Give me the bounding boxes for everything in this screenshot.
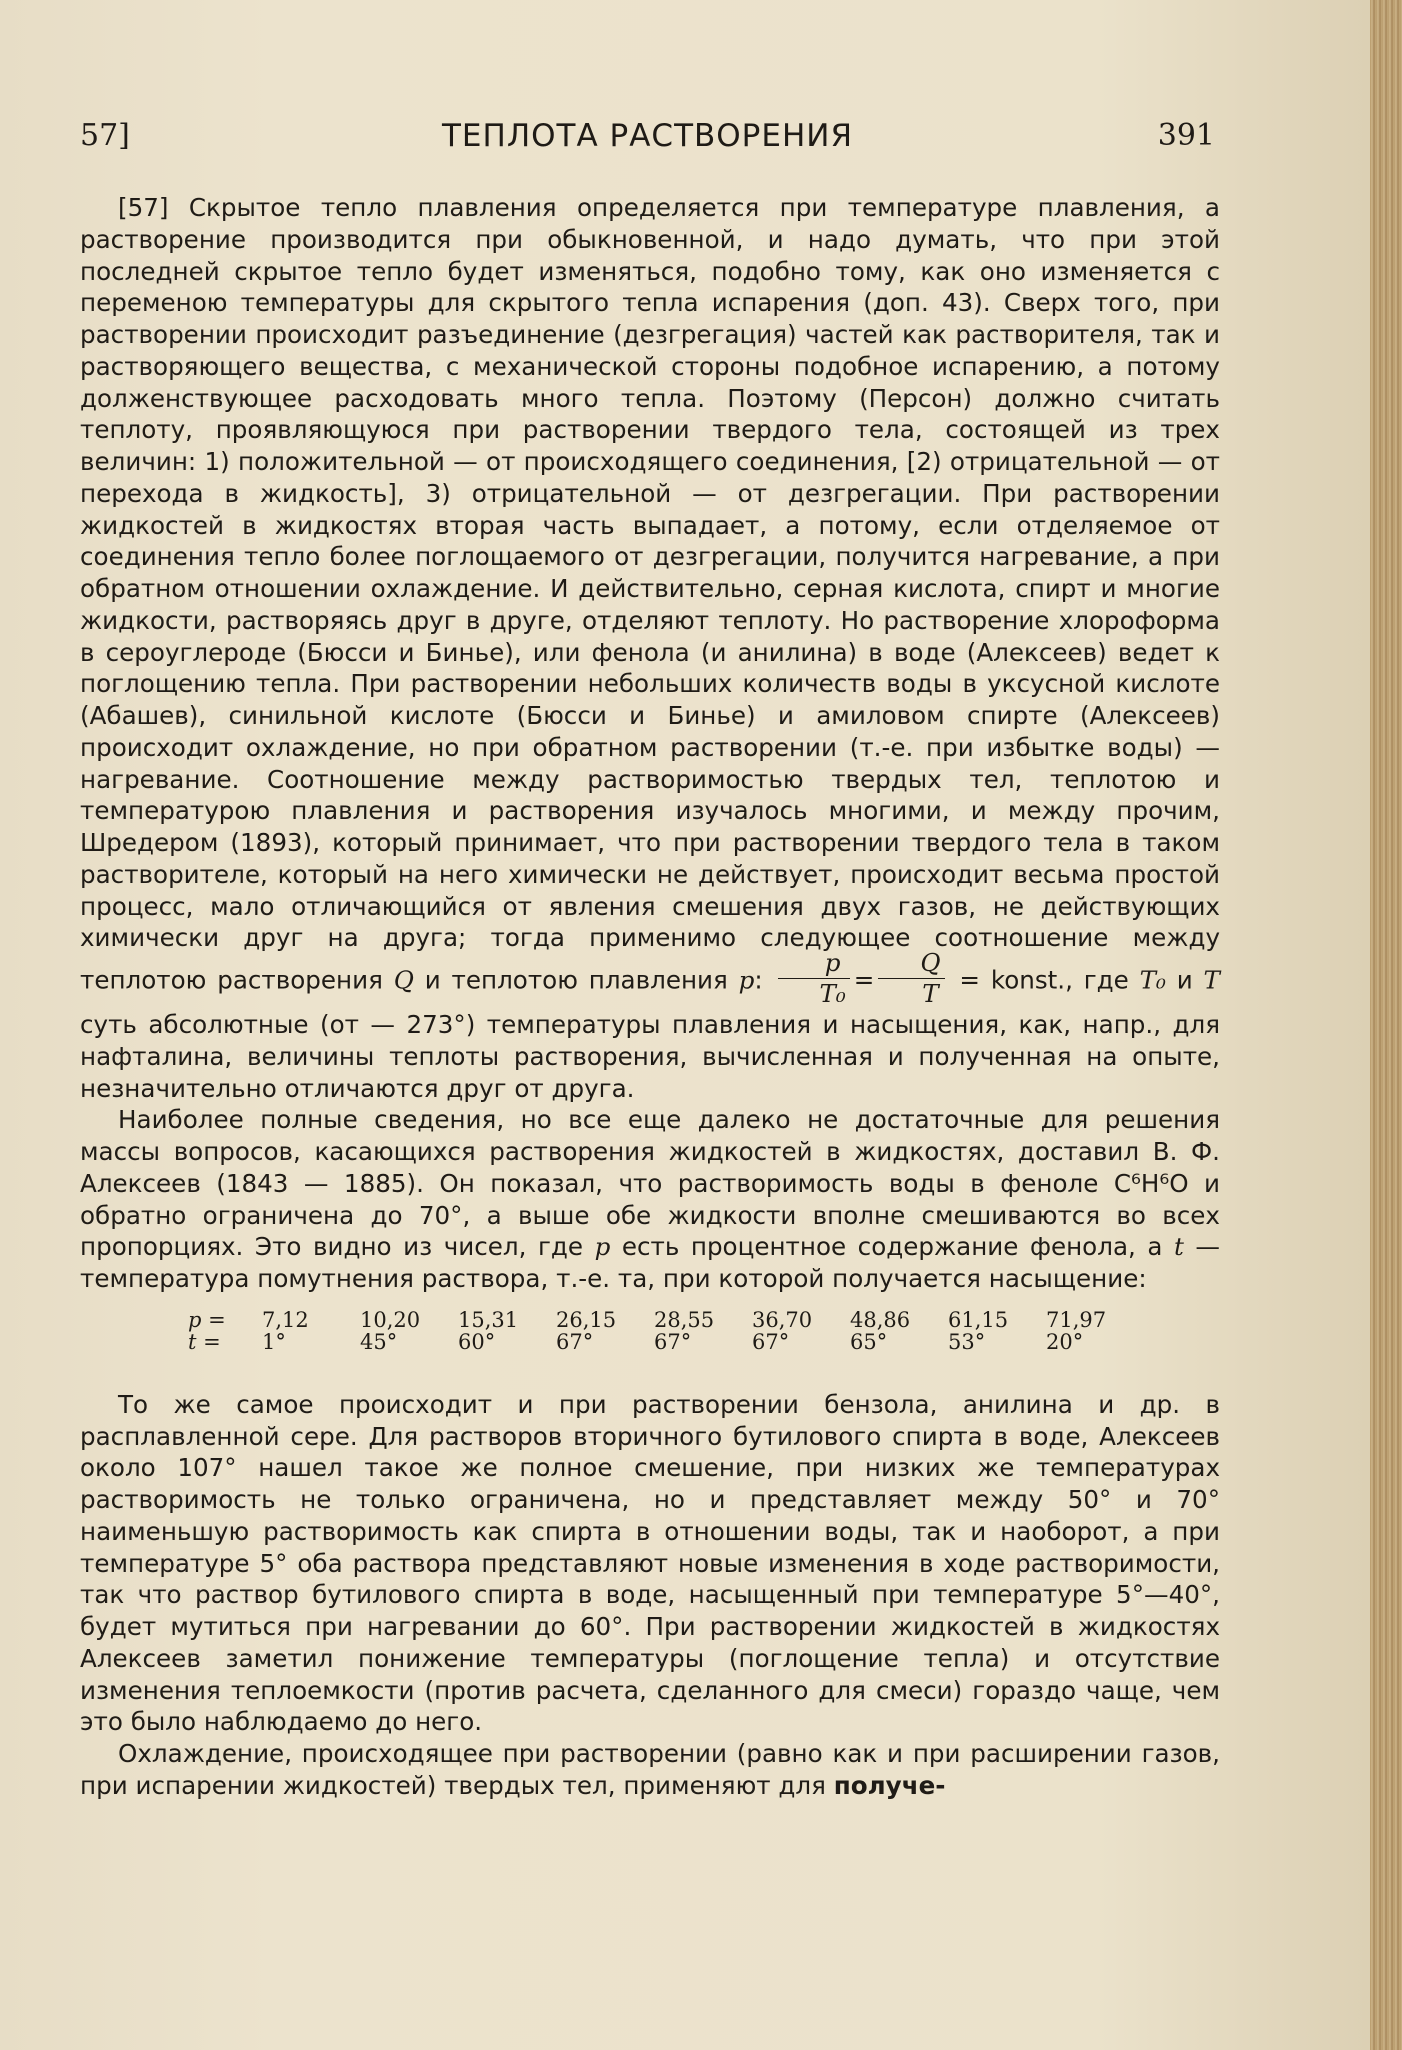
para2-text-b: и обратно ограничена до 70°, а выше обе жидкости вполне смешиваются во всех пропорциях. Это видно из чисел, где xyxy=(80,1168,1220,1262)
symbol-q: Q xyxy=(393,965,414,995)
table-cell: 20° xyxy=(1046,1329,1084,1354)
table-cell: 26,15 xyxy=(556,1307,617,1332)
para1-text-a: [57] Скрытое тепло плавления определяется при температуре плавления, а растворение производится при обыкновенной, и надо думать, что при этой последней скрытое тепло будет изменяться, подобно тому, как оно изменяется с переменою температуры для скрытого тепла испарения (доп. 43). Сверх того, при растворении происходит разъединение (дезгрегация) частей как растворителя, так и растворяющего вещества, с механической стороны подобное испарению, а потому долженствующее расходовать много тепла. Поэтому (Персон) должно считать теплоту, проявляющуюся при растворении твердого тела, состоящей из трех величин: 1) положительной — от происходящего соединения, [2) отрицательной — от перехода в жидкость], 3) отрицательной — от дезгрегации. При растворении жидкостей в жидкостях вторая часть выпадает, а потому, если отделяемое от соединения тепло более поглощаемого от дезгрегации, получится нагревание, а при обратном отношении охлаждение. И действительно, серная кислота, спирт и многие жидкости, растворяясь друг в друге, отделяют теплоту. Но растворение хлороформа в сероуглероде (Бюсси и Бинье), или фенола (и анилина) в воде (Алексеев) ведет к поглощению тепла. При растворении небольших количеств воды в уксусной кислоте (Абашев), синильной кислоте (Бюсси и Бинье) и амиловом спирте (Алексеев) происходит охлаждение, но при обратном растворении (т.-е. при избытке воды) — нагревание. Соотношение между растворимостью твердых тел, теплотою и температурою плавления и растворения изучалось многими, и между прочим, Шредером (1893), который принимает, что при растворении твердого тела в таком растворителе, который на него химически не действует, происходит весьма простой процесс, мало отличающийся от явления смешения двух газов, не действующих химически друг на друга; тогда применимо следующее соотношение между теплотою растворения xyxy=(80,193,1220,995)
page-edge xyxy=(1370,0,1402,2050)
table-cell: 53° xyxy=(948,1329,986,1354)
table-cell: 36,70 xyxy=(752,1307,813,1332)
para2-text-d: — температура помутнения раствора, т.-е. та, при которой получается насыщение: xyxy=(80,1232,1221,1293)
table-cell: 67° xyxy=(654,1329,692,1354)
para1-text-e: суть абсолютные (от — 273°) температуры плавления и насыщения, как, напр., для нафталина, величины теплоты растворения, вычисленная и полученная на опыте, незначительно отличаются друг от друга. xyxy=(80,1010,1220,1103)
table-cell: 67° xyxy=(752,1329,790,1354)
symbol-p: p xyxy=(738,965,755,995)
running-head xyxy=(80,118,1215,164)
alekseev-paragraph xyxy=(80,1104,1220,1295)
page-number: 391 xyxy=(1157,118,1215,153)
row-label-t: t = xyxy=(188,1329,221,1354)
table-cell: 7,12 xyxy=(262,1307,309,1332)
para3-text: То же самое происходит и при растворении бензола, анилина и др. в расплавленной сере. Для растворов вторичного бутилового спирта в воде, Алексеев около 107° нашел такое же полное смешение, при низких же температурах растворимость не только ограничена, но и представляет между 50° и 70° наименьшую растворимость как спирта в отношении воды, так и наоборот, а при температуре 5° оба раствора представляют новые изменения в ходе растворимости, так что раствор бутилового спирта в воде, насыщенный при температуре 5°—40°, будет мутиться при нагревании до 60°. При растворении жидкостей в жидкостях Алексеев заметил понижение температуры (поглощение тепла) и отсутствие изменения теплоемкости (против расчета, сделанного для смеси) гораздо чаще, чем это было наблюдаемо до него. xyxy=(80,1389,1220,1737)
para2-text-a: Наиболее полные сведения, но все еще далеко не достаточные для решения массы вопросов, касающихся растворения жидкостей в жидкостях, доставил В. Ф. Алексеев (1843 — 1885). Он показал, что растворимость воды в феноле xyxy=(80,1105,1220,1198)
footnote-57-paragraph: [57] Скрытое тепло плавления определяется при температуре плавления, а растворение производится при обыкновенной, и надо думать, что при этой последней скрытое тепло будет изменяться, подобно тому, как оно изменяется с переменою температуры для скрытого тепла испарения (доп. 43). Сверх того, при растворении происходит разъединение (дезгрегация) частей как растворителя, так и растворяющего вещества, с механической стороны подобное испарению, а потому долженствующее расходовать много тепла. Поэтому (Персон) должно считать теплоту, проявляющуюся при растворении твердого тела, состоящей из трех величин: 1) положительной — от происходящего соединения, [2) отрицательной — от перехода в жидкость], 3) отрицательной — от дезгрегации. При растворении жидкостей в жидкостях вторая часть выпадает, а потому, если отделяемое от соединения тепло более поглощаемого от дезгрегации, получится нагревание, а при обратном отношении охлаждение. И действительно, серная кислота, спирт и многие жидкости, растворяясь друг в друге, отделяют теплоту. Но растворение хлороформа в сероуглероде (Бюсси и Бинье), или фенола (и анилина) в воде (Алексеев) ведет к поглощению тепла. При растворении небольших количеств воды в уксусной кислоте (Абашев), синильной кислоте (Бюсси и Бинье) и амиловом спирте (Алексеев) происходит охлаждение, но при обратном растворении (т.-е. при избытке воды) — нагревание. Соотношение между растворимостью твердых тел, теплотою и температурою плавления и растворения изучалось многими, и между прочим, Шредером (1893), который принимает, что при растворении твердого тела в таком растворителе, который на него химически не действует, происходит весьма простой процесс, мало отличающийся от явления смешения двух газов, не действующих химически друг на друга; тогда применимо следующее соотношение между теплотою растворения Q и теплотою плавления p: $\frac{p}{\text{T₀}}$ = $\frac{Q}{T}$ = konst., где T₀ и T суть абсолютные (от — 273°) температуры плавления и насыщения, как, напр., для нафталина, величины теплоты растворения, вычисленная и полученная на опыте, незначительно отличаются друг от друга. xyxy=(80,193,1220,1103)
colon: : xyxy=(754,965,763,995)
table-cell: 65° xyxy=(850,1329,888,1354)
phenol-formula: C⁶H⁶O xyxy=(1113,1168,1189,1198)
table-cell: 48,86 xyxy=(850,1307,911,1332)
cooling-paragraph xyxy=(80,1738,1220,1802)
para1-text-c: = konst., где xyxy=(959,965,1129,995)
table-cell: 61,15 xyxy=(948,1307,1009,1332)
table-cell: 28,55 xyxy=(654,1307,715,1332)
table-cell: 1° xyxy=(262,1329,286,1354)
para1-text-d: и xyxy=(1176,965,1193,995)
symbol-t0: T₀ xyxy=(1139,965,1166,995)
table-cell: 10,20 xyxy=(360,1307,421,1332)
table-cell: 71,97 xyxy=(1046,1307,1107,1332)
symbol-t-temperature: t xyxy=(1173,1232,1184,1262)
table-row-t xyxy=(188,1331,1144,1353)
para2-text-c: есть процентное содержание фенола, а xyxy=(621,1232,1163,1262)
fraction-p-over-t0: $\frac{p}{\text{T₀}}$ xyxy=(778,948,850,1009)
running-title: ТЕПЛОТА РАСТВОРЕНИЯ xyxy=(441,118,853,154)
symbol-t: T xyxy=(1203,965,1220,995)
para4-text: Охлаждение, происходящее при растворении (равно как и при расширении газов, при испарении жидкостей) твердых тел, применяют для xyxy=(80,1739,1220,1800)
para1-text-b: и теплотою плавления xyxy=(424,965,728,995)
symbol-p-percent: p xyxy=(594,1232,611,1262)
row-label-p: p = xyxy=(188,1307,226,1332)
table-row-p xyxy=(188,1309,1144,1331)
para4-bold-end: получе- xyxy=(833,1770,946,1800)
table-cell: 60° xyxy=(458,1329,496,1354)
section-number: 57] xyxy=(80,118,130,153)
phenol-solubility-table xyxy=(188,1309,1144,1353)
butyl-alcohol-paragraph xyxy=(80,1389,1220,1738)
fraction-q-over-t: $\frac{Q}{T}$ xyxy=(878,948,944,1009)
table-cell: 15,31 xyxy=(458,1307,519,1332)
table-cell: 45° xyxy=(360,1329,398,1354)
table-cell: 67° xyxy=(556,1329,594,1354)
page-body xyxy=(80,192,1220,1802)
